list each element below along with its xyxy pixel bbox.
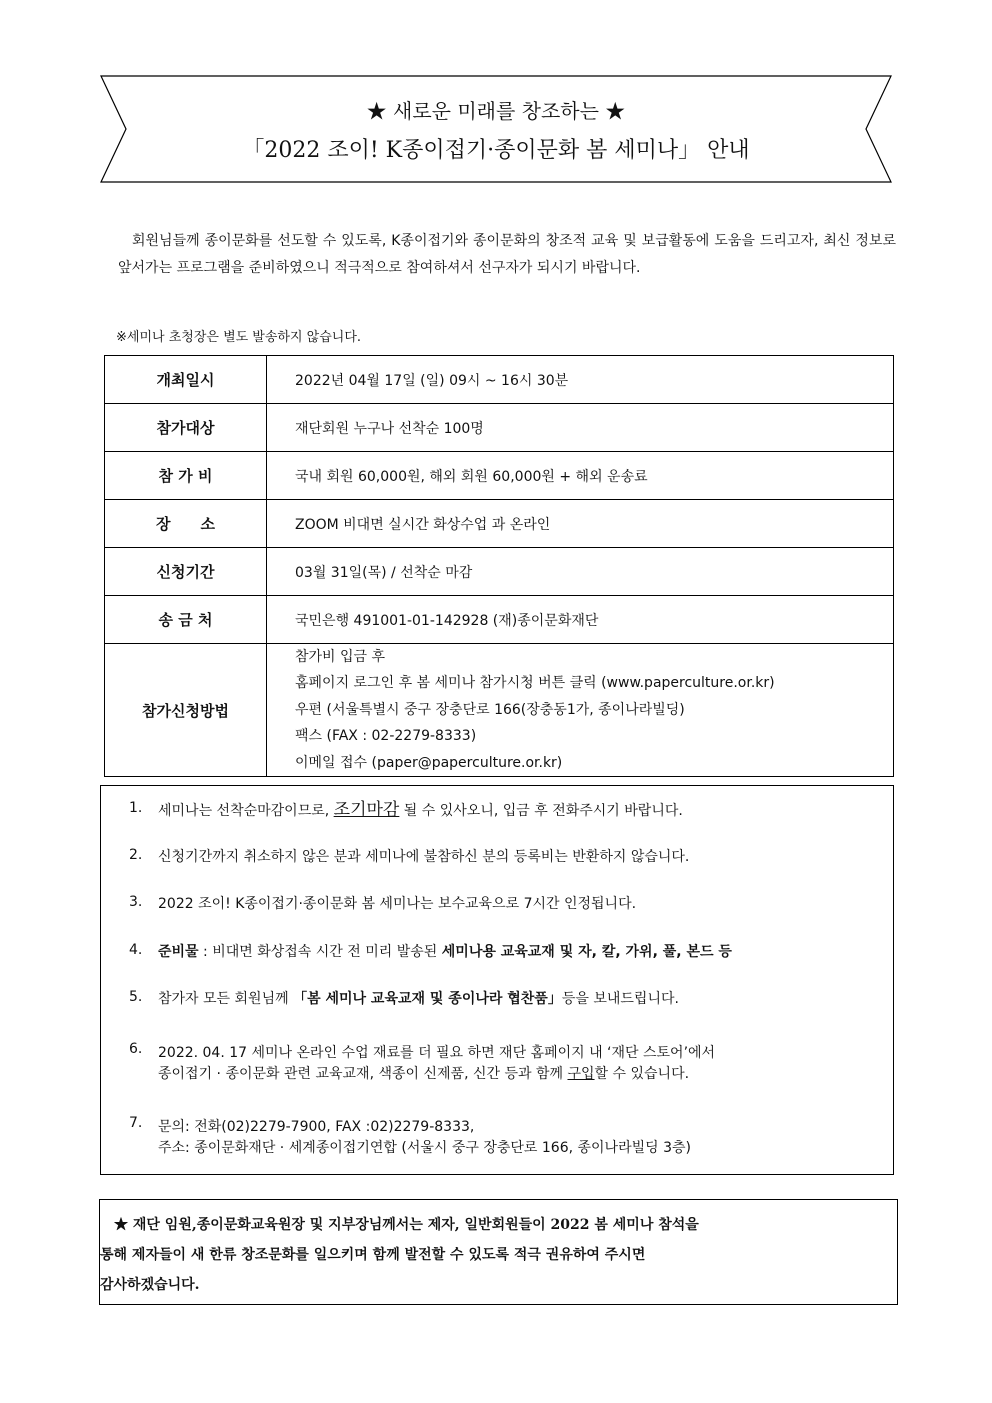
row-label: 개최일시 [105,356,267,404]
intro-paragraph [118,228,896,282]
item-number: 7. [129,1115,143,1131]
notice-box [100,785,894,1175]
table-row-method [105,644,894,777]
invitation-note: ※세미나 초청장은 별도 발송하지 않습니다. [116,330,362,345]
closing-message-box [99,1199,898,1305]
method-line: 팩스 (FAX : 02-2279-8333) [295,728,477,745]
row-value: ZOOM 비대면 실시간 화상수업 과 온라인 [267,500,894,548]
purchase-underline: 구입 [567,1066,595,1082]
row-value: 국내 회원 60,000원, 해외 회원 60,000원 + 해외 운송료 [267,452,894,500]
item-number: 5. [129,989,143,1005]
item-text [158,942,732,963]
item-text [158,800,683,822]
item-text [158,1043,715,1085]
table-row [105,548,894,596]
intro-text: 회원님들께 종이문화를 선도할 수 있도록, K종이접기와 종이문화의 창조적 교육 및 보급활동에 도움을 드리고자, 최신 정보로 앞서가는 프로그램을 준비하였으니 적극적으로 참여하셔서 선구자가 되시기 바랍니다. [118,233,896,276]
text-segment: 등을 보내드립니다. [561,991,679,1007]
method-line: 홈페이지 로그인 후 봄 세미나 참가시청 버튼 클릭 (www.paperculture.or.kr) [295,675,775,692]
item-number: 6. [129,1041,143,1057]
banner-title: 「2022 조이! K종이접기·종이문화 봄 세미나」 안내 [242,138,750,163]
row-label: 신청기간 [105,548,267,596]
closing-line: ★ 재단 임원,종이문화교육원장 및 지부장님께서는 제자, 일반회원들이 2022 봄 세미나 참석을 [114,1217,699,1233]
item-number: 3. [129,894,143,910]
text-segment: 참가자 모든 회원님께 [158,991,294,1007]
item-text: 신청기간까지 취소하지 않은 분과 세미나에 불참하신 분의 등록비는 반환하지 않습니다. [158,849,690,865]
closing-line: 감사하겠습니다. [100,1277,200,1293]
closing-line: 통해 제자들이 새 한류 창조문화를 일으키며 함께 발전할 수 있도록 적극 권유하여 주시면 [100,1247,646,1263]
text-segment: 세미나는 선착순마감이므로, [158,803,334,819]
row-value-method [267,644,894,777]
table-row [105,452,894,500]
text-segment: : 비대면 화상접속 시간 전 미리 발송된 [198,944,442,960]
item-text: 2022 조이! K종이접기·종이문화 봄 세미나는 보수교육으로 7시간 인정됩니다. [158,896,637,912]
method-line: 우편 (서울특별시 중구 장충단로 166(장충동1가, 종이나라빌딩) [295,701,685,718]
text-line: 2022. 04. 17 세미나 온라인 수업 재료를 더 필요 하면 재단 홈페이지 내 ‘재단 스토어’에서 [158,1045,716,1061]
text-segment: 종이접기 · 종이문화 관련 교육교재, 색종이 신제품, 신간 등과 함께 [158,1066,568,1082]
seminar-info-table [104,355,894,777]
table-row [105,356,894,404]
row-value: 국민은행 491001-01-142928 (재)종이문화재단 [267,596,894,644]
item-number: 4. [129,942,143,958]
text-segment: 준비물 [158,944,199,960]
gift-emphasis: 「봄 세미나 교육교재 및 종이나라 협찬품」 [293,991,562,1007]
item-text [158,1117,691,1159]
row-label: 참 가 비 [105,452,267,500]
row-label: 장 소 [105,500,267,548]
row-value: 재단회원 누구나 선착순 100명 [267,404,894,452]
row-label: 참가대상 [105,404,267,452]
banner-subtitle: ★ 새로운 미래를 창조하는 ★ [366,99,626,123]
text-segment: 될 수 있사오니, 입금 후 전화주시기 바랍니다. [399,803,683,819]
table-row [105,596,894,644]
ribbon-shape [100,75,892,183]
row-value: 2022년 04월 17일 (일) 09시 ~ 16시 30분 [267,356,894,404]
item-number: 2. [129,847,143,863]
address-line: 주소: 종이문화재단 · 세계종이접기연합 (서울시 중구 장충단로 166, 종이나라빌딩 3층) [158,1140,691,1156]
text-segment: 할 수 있습니다. [594,1066,690,1082]
table-row [105,404,894,452]
supplies-list: 세미나용 교육교재 및 자, 칼, 가위, 풀, 본드 등 [441,944,732,960]
title-banner [100,75,892,183]
row-label: 송 금 처 [105,596,267,644]
row-label: 참가신청방법 [105,644,267,777]
item-text [158,989,679,1010]
item-number: 1. [129,800,143,816]
contact-line: 문의: 전화(02)2279-7900, FAX :02)2279-8333, [158,1119,475,1135]
method-line: 이메일 접수 (paper@paperculture.or.kr) [295,754,563,771]
method-line: 참가비 입금 후 [295,649,386,665]
row-value: 03월 31일(목) / 선착순 마감 [267,548,894,596]
early-close-emphasis: 조기마감 [333,800,400,820]
table-row [105,500,894,548]
